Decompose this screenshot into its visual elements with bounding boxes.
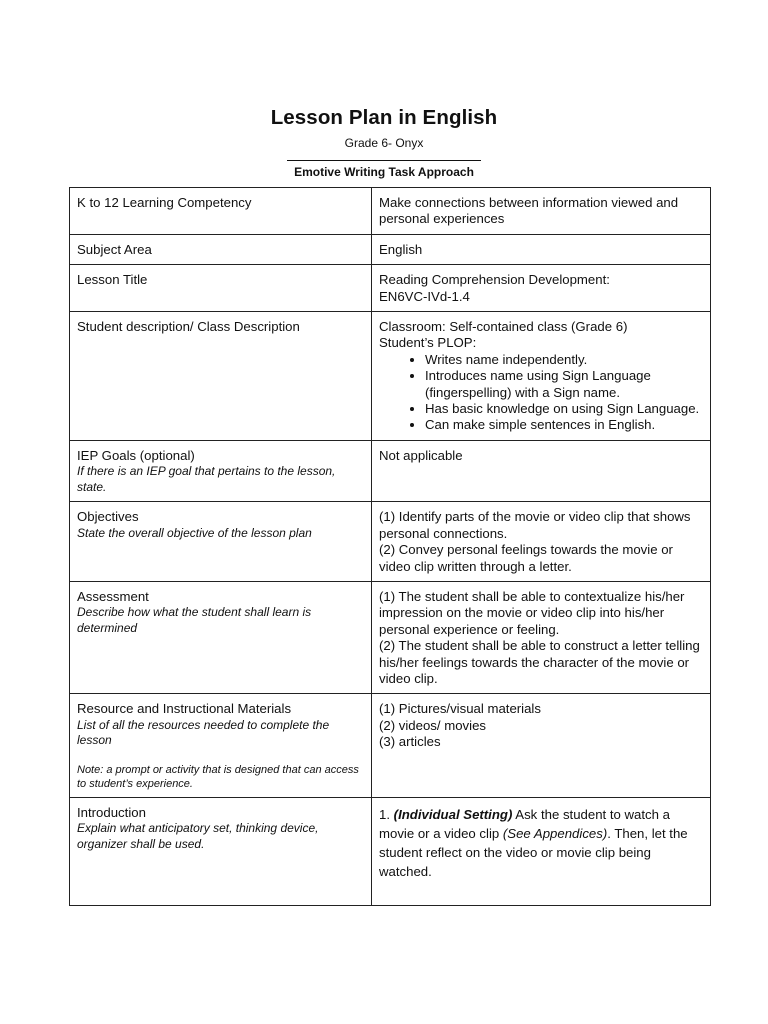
row-label-lesson-title: Lesson Title xyxy=(70,265,372,312)
lesson-title-line: Reading Comprehension Development: xyxy=(379,272,610,288)
table-row xyxy=(70,440,711,501)
row-value-resources xyxy=(372,694,711,797)
table-row xyxy=(70,188,711,235)
objectives-label: Objectives xyxy=(77,509,139,525)
resources-note: Note: a prompt or activity that is designed that can access to student’s experience. xyxy=(77,763,359,790)
approach-heading: Emotive Writing Task Approach xyxy=(294,165,474,179)
lesson-plan-table xyxy=(69,187,711,906)
objective-item: (1) Identify parts of the movie or video clip that shows personal connections. xyxy=(379,509,691,541)
assessment-hint: Describe how what the student shall learn is determined xyxy=(77,605,312,635)
row-label-subject: Subject Area xyxy=(70,234,372,264)
plop-heading: Student’s PLOP: xyxy=(379,335,477,351)
resource-item: (1) Pictures/visual materials xyxy=(379,701,541,717)
resource-item: (2) videos/ movies xyxy=(379,717,487,733)
assessment-label: Assessment xyxy=(77,588,149,604)
intro-number: 1. xyxy=(379,806,390,822)
iep-label: IEP Goals (optional) xyxy=(77,447,195,463)
introduction-hint: Explain what anticipatory set, thinking device, organizer shall be used. xyxy=(77,821,319,851)
row-value-student xyxy=(372,312,711,441)
plop-list xyxy=(379,352,704,434)
list-item: • Introduces name using Sign Language (fingerspelling) with a Sign name. xyxy=(425,368,704,401)
row-label-resources xyxy=(70,694,372,797)
table-row xyxy=(70,312,711,441)
list-item: • Writes name independently. xyxy=(425,352,704,368)
assessment-item: (2) The student shall be able to construct a letter telling his/her feelings towards the character of the movie or video clip. xyxy=(379,638,700,686)
lesson-code: EN6VC-IVd-1.4 xyxy=(379,288,470,304)
row-value-introduction xyxy=(372,797,711,905)
intro-text-b: . Then, let the student reflect on the video or movie clip being watched. xyxy=(379,825,688,879)
row-label-objectives xyxy=(70,502,372,582)
row-label-assessment xyxy=(70,581,372,693)
resources-hint: List of all the resources needed to complete the lesson xyxy=(77,717,330,748)
table-row xyxy=(70,797,711,905)
table-row xyxy=(70,694,711,797)
row-value-subject: English xyxy=(372,234,711,264)
row-label-iep xyxy=(70,440,372,501)
row-value-iep: Not applicable xyxy=(372,440,711,501)
row-value-assessment xyxy=(372,581,711,693)
row-label-introduction xyxy=(70,797,372,905)
list-item: • Has basic knowledge on using Sign Language. xyxy=(425,401,704,417)
iep-hint: If there is an IEP goal that pertains to the lesson, state. xyxy=(77,464,336,494)
page-title: Lesson Plan in English xyxy=(270,106,498,129)
row-label-student: Student description/ Class Description xyxy=(70,312,372,441)
objectives-hint: State the overall objective of the lesson plan xyxy=(77,525,312,540)
row-value-competency: Make connections between information viewed and personal experiences xyxy=(372,188,711,235)
assessment-item: (1) The student shall be able to contextualize his/her impression on the movie or video clip into his/her personal experience or feeling. xyxy=(379,588,685,637)
introduction-label: Introduction xyxy=(77,804,146,820)
objective-item: (2) Convey personal feelings towards the movie or video clip written through a letter. xyxy=(379,542,673,574)
intro-setting: (Individual Setting) xyxy=(393,806,513,822)
table-row xyxy=(70,502,711,582)
row-value-objectives xyxy=(372,502,711,582)
classroom-text: Classroom: Self-contained class (Grade 6) xyxy=(379,319,628,335)
resources-label: Resource and Instructional Materials xyxy=(77,701,292,717)
intro-text-a: Ask the student to watch a movie or a video clip xyxy=(379,806,670,841)
intro-appendix: (See Appendices) xyxy=(502,825,608,841)
table-row xyxy=(70,581,711,693)
list-item: • Can make simple sentences in English. xyxy=(425,417,704,433)
table-row xyxy=(70,234,711,264)
divider xyxy=(287,160,481,161)
introduction-text xyxy=(379,805,704,881)
resource-item: (3) articles xyxy=(379,734,441,750)
grade-section: Grade 6- Onyx xyxy=(344,136,424,150)
row-value-lesson-title xyxy=(372,265,711,312)
row-label-competency: K to 12 Learning Competency xyxy=(70,188,372,235)
table-row xyxy=(70,265,711,312)
